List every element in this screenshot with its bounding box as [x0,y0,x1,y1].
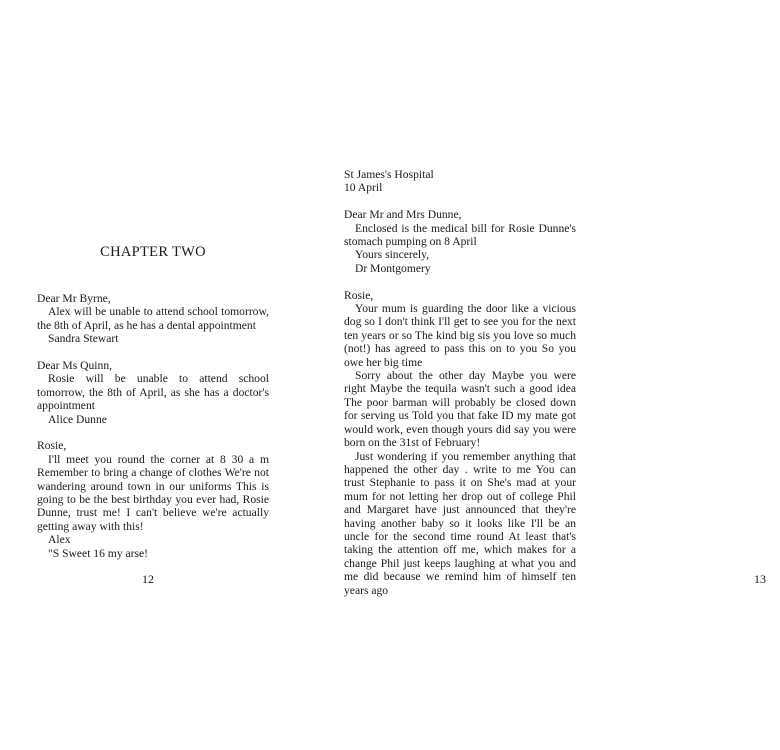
hospital-letter [344,208,576,275]
right-page [300,0,766,750]
letter-absence-alex [37,292,269,346]
right-page-text [344,168,576,597]
letter-salutation: Dear Mr and Mrs Dunne, [344,208,462,222]
letter-salutation: Dear Ms Quinn, [37,359,113,373]
note-to-rosie [344,289,576,597]
note-paragraph: Just wondering if you remember anything that happened the other day . write to me You can trust Stephanie to pass it on She's mad at your mum for not letting her drop out of college Phil and Margaret have just announced that they're having another baby so it looks like I'll be an uncle for the second time round At least that's taking the attention off me, which makes for a change Phil just keeps laughing at what you and me did because we remind him of himself ten years ago [344,449,576,597]
letter-body: Alex will be unable to attend school tomorrow, the 8th of April, as he has a dental appointment [37,305,269,332]
letter-date: 10 April [344,181,383,195]
letter-absence-rosie [37,359,269,426]
letter-body: Enclosed is the medical bill for Rosie Dunne's stomach pumping on 8 April [344,221,576,249]
note-from-alex [37,439,269,560]
letter-signature: Dr Montgomery [355,261,431,275]
chapter-title: CHAPTER TWO [100,244,206,260]
note-postscript: "S Sweet 16 my arse! [48,546,149,560]
note-signature: Alex [48,533,71,547]
note-salutation: Rosie, [344,288,374,302]
note-body: I'll meet you round the corner at 8 30 a m Remember to bring a change of clothes We're not wandering around town in our uniforms This is going to be the best birthday you ever had, Rosie Dunne, trust me! I can't believe we're actually getting away with this! [37,452,269,533]
letter-closing: Yours sincerely, [355,248,430,262]
page-number: 12 [142,572,154,586]
letter-signature: Alice Dunne [48,412,107,426]
note-salutation: Rosie, [37,439,67,453]
sender-address: St James's Hospital [344,168,434,181]
note-paragraph: Your mum is guarding the door like a vicious dog so I don't think I'll get to see you for the next ten years or so The kind big sis you love so much (not!) has agreed to pass this on to you So you owe her big time [344,302,576,369]
letter-salutation: Dear Mr Byrne, [37,292,111,305]
left-page [0,0,300,750]
letter-body: Rosie will be unable to attend school tomorrow, the 8th of April, as she has a doctor's appointment [37,372,269,413]
letter-signature: Sandra Stewart [48,332,119,346]
note-paragraph: Sorry about the other day Maybe you were right Maybe the tequila wasn't such a good idea The poor barman will probably be closed down for serving us Told you that fake ID my mate got would work, even though yours did say you were born on the 31st of February! [344,369,576,450]
page-number: 13 [754,572,766,586]
left-page-text [37,292,269,560]
